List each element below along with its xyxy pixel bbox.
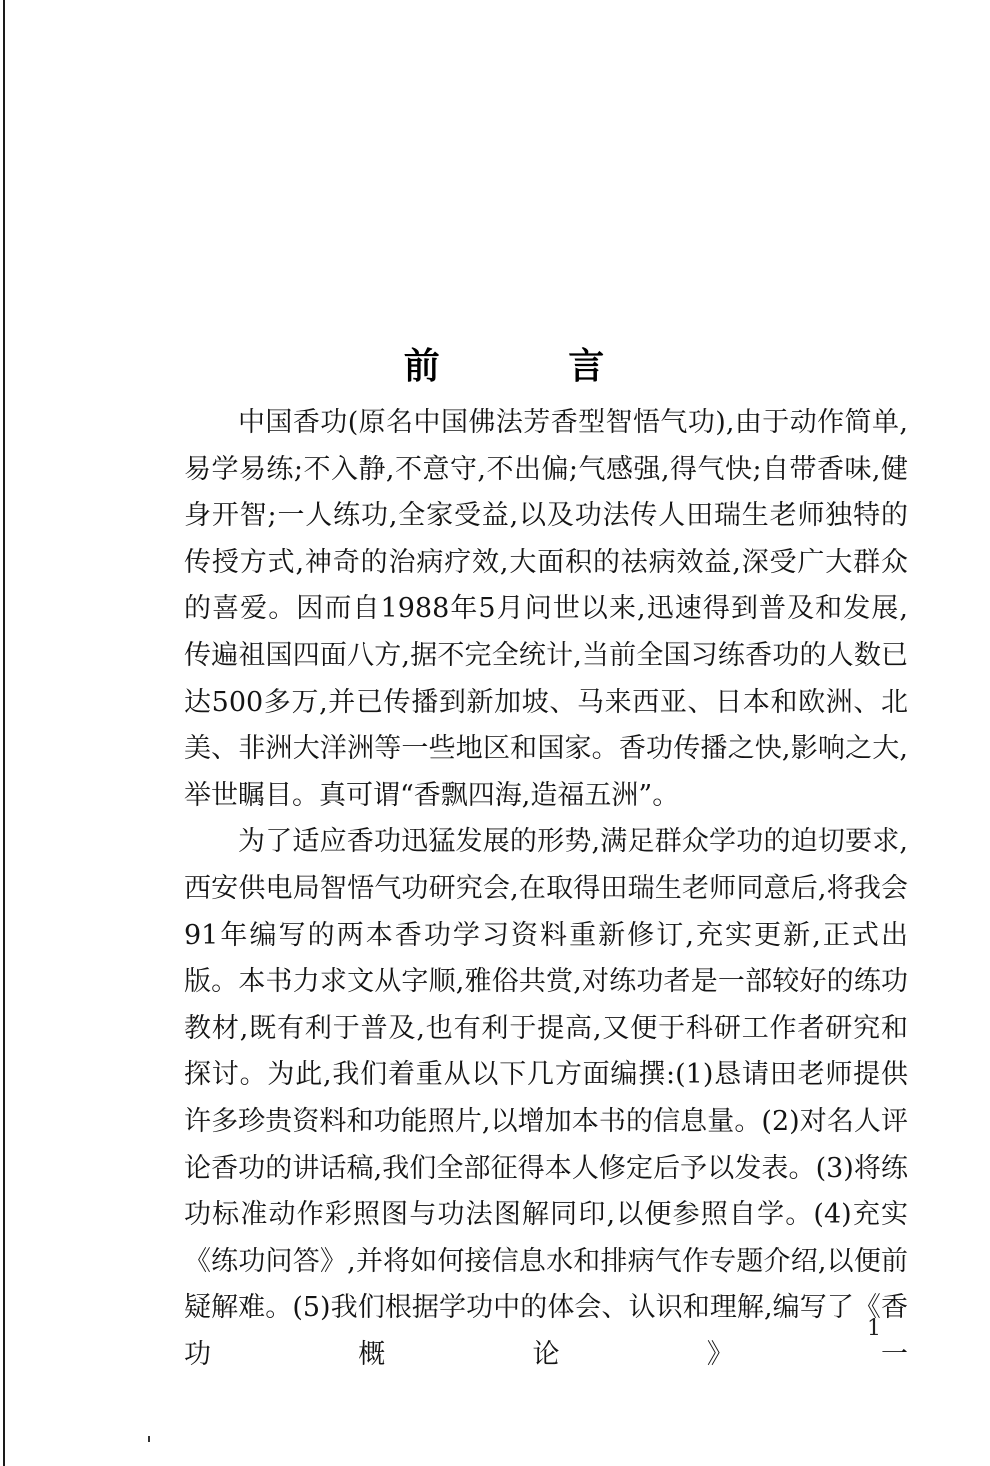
scan-mark (148, 1436, 150, 1442)
paragraph-2: 为了适应香功迅猛发展的形势,满足群众学功的迫切要求,西安供电局智悟气功研究会,在取得田瑞生老师同意后,将我会91年编写的两本香功学习资料重新修订,充实更新,正式出版。本书力求文从字顺,雅俗共赏,对练功者是一部较好的练功教材,既有利于普及,也有利于提高,又便于科研工作者研究和探讨。为此,我们着重从以下几方面编撰:(1)恳请田老师提供许多珍贵资料和功能照片,以增加本书的信息量。(2)对名人评论香功的讲话稿,我们全部征得本人修定后予以发表。(3)将练功标准动作彩照图与功法图解同印,以便参照自学。(4)充实《练功问答》,并将如何接信息水和排病气作专题介绍,以便前疑解难。(5)我们根据学功中的体会、认识和理解,编写了《香功概论》一 (184, 826, 908, 1370)
page-edge (3, 0, 5, 1466)
body-text (184, 400, 908, 1378)
page-number: 1 (867, 1316, 881, 1341)
page-title: 前 言 (403, 346, 663, 388)
paragraph-1: 中国香功(原名中国佛法芳香型智悟气功),由于动作简单,易学易练;不入静,不意守,不出偏;气感强,得气快;自带香味,健身开智;一人练功,全家受益,以及功法传人田瑞生老师独特的传授方式,神奇的治病疗效,大面积的祛病效益,深受广大群众的喜爱。因而自1988年5月问世以来,迅速得到普及和发展,传遍祖国四面八方,据不完全统计,当前全国习练香功的人数已达500多万,并已传播到新加坡、马来西亚、日本和欧洲、北美、非洲大洋洲等一些地区和国家。香功传播之快,影响之大,举世瞩目。真可谓“香飘四海,造福五洲”。 (184, 407, 908, 811)
